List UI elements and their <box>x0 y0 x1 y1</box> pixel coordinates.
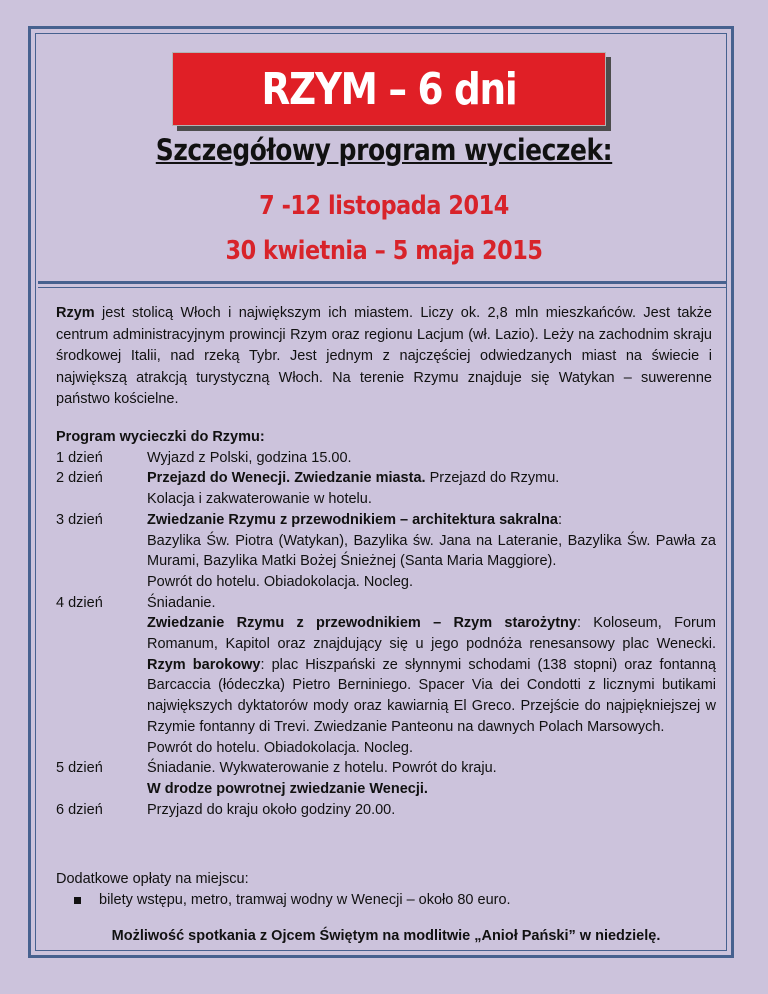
divider-thin <box>38 287 726 288</box>
day-body <box>147 510 716 593</box>
intro-paragraph <box>56 303 712 411</box>
day-text: Kolacja i zakwaterowanie w hotelu. <box>147 491 372 508</box>
list-item <box>56 890 716 911</box>
trip-date-2: 30 kwietnia – 5 maja 2015 <box>225 236 543 266</box>
day-highlight: W drodze powrotnej zwiedzanie Wenecji. <box>147 780 428 797</box>
day-body <box>147 800 716 821</box>
program-subtitle: Szczegółowy program wycieczek: <box>155 133 613 167</box>
extra-fees-section <box>56 869 716 911</box>
day-text: Powrót do hotelu. Obiadokolacja. Nocleg. <box>147 573 413 590</box>
day-text <box>147 779 716 800</box>
day-text <box>147 510 716 531</box>
day-label: 4 dzień <box>56 594 103 611</box>
extra-fees-title: Dodatkowe opłaty na miejscu: <box>56 871 249 887</box>
day-row-4 <box>56 593 716 759</box>
day-body <box>147 593 716 759</box>
day-body <box>147 758 716 799</box>
day-label: 3 dzień <box>56 511 103 528</box>
page-title: RZYM – 6 dni <box>261 63 517 115</box>
day-label: 6 dzień <box>56 801 103 818</box>
day-text <box>147 468 716 489</box>
day-text-part: : Koloseum, Forum Romanum, Kapitol oraz znajdujący się u jego podnóża renesansowy plac Wenecki. <box>147 615 716 653</box>
day-highlight: Przejazd do Wenecji. Zwiedzanie miasta. <box>147 470 426 487</box>
day-row-2 <box>56 468 716 509</box>
day-text: Śniadanie. Wykwaterowanie z hotelu. Powrót do kraju. <box>147 760 497 777</box>
day-text: Bazylika Św. Piotra (Watykan), Bazylika św. Jana na Lateranie, Bazylika Św. Pawła za Murami, Bazylika Matki Bożej Śnieżnej (Santa Maria Maggiore). <box>147 532 716 570</box>
day-text: Wyjazd z Polski, godzina 15.00. <box>147 449 352 466</box>
day-text: Powrót do hotelu. Obiadokolacja. Nocleg. <box>147 739 413 756</box>
day-text-part: : plac Hiszpański ze słynnymi schodami (138 stopni) oraz fontanną Barcaccia (łódeczka) Pietro Berniniego. Spacer Via dei Condotti z licznymi butikami największych dyktatorów mody oraz kawiarnią El Greco. Przejście do najpiękniejszej w Rzymie fontanny di Trevi. Zwiedzanie Panteonu na dawnych Polach Marsowych. <box>147 656 716 735</box>
day-highlight: Rzym barokowy <box>147 656 261 673</box>
extra-fee-item: bilety wstępu, metro, tramwaj wodny w Wenecji – około 80 euro. <box>99 892 511 908</box>
divider-thick <box>38 281 726 284</box>
day-highlight: Zwiedzanie Rzymu z przewodnikiem – architektura sakralna <box>147 511 558 528</box>
title-banner <box>172 52 606 126</box>
day-text-part: Przejazd do Rzymu. <box>425 470 560 487</box>
day-text-part: : <box>557 511 563 528</box>
day-text: Przyjazd do kraju około godziny 20.00. <box>147 801 396 818</box>
day-row-6 <box>56 800 716 821</box>
day-highlight: Zwiedzanie Rzymu z przewodnikiem – Rzym starożytny <box>147 615 577 632</box>
intro-lead: Rzym <box>56 305 95 321</box>
trip-date-1: 7 -12 listopada 2014 <box>259 191 509 221</box>
day-row-1 <box>56 448 716 469</box>
day-label: 1 dzień <box>56 449 103 466</box>
day-body <box>147 448 716 469</box>
square-bullet-icon <box>74 897 81 904</box>
day-row-5 <box>56 758 716 799</box>
day-label: 2 dzień <box>56 470 103 487</box>
intro-text: jest stolicą Włoch i największym ich miastem. Liczy ok. 2,8 mln mieszkańców. Jest także centrum administracyjnym prowincji Rzym oraz regionu Lacjum (wł. Lazio). Leży na zachodnim skraju środkowej Italii, nad rzeką Tybr. Jest jednym z najczęściej odwiedzanych miast na świecie i największą atrakcją turystyczną Włoch. Na terenie Rzymu znajduje się Watykan – suwerenne państwo kościelne. <box>56 305 712 407</box>
program-title: Program wycieczki do Rzymu: <box>56 429 265 445</box>
program-section <box>56 427 716 820</box>
footer-note: Możliwość spotkania z Ojcem Świętym na modlitwie „Anioł Pański” w niedzielę. <box>111 928 661 944</box>
day-text <box>147 613 716 737</box>
day-label: 5 dzień <box>56 760 103 777</box>
day-row-3 <box>56 510 716 593</box>
day-text: Śniadanie. <box>147 594 216 611</box>
day-body <box>147 468 716 509</box>
